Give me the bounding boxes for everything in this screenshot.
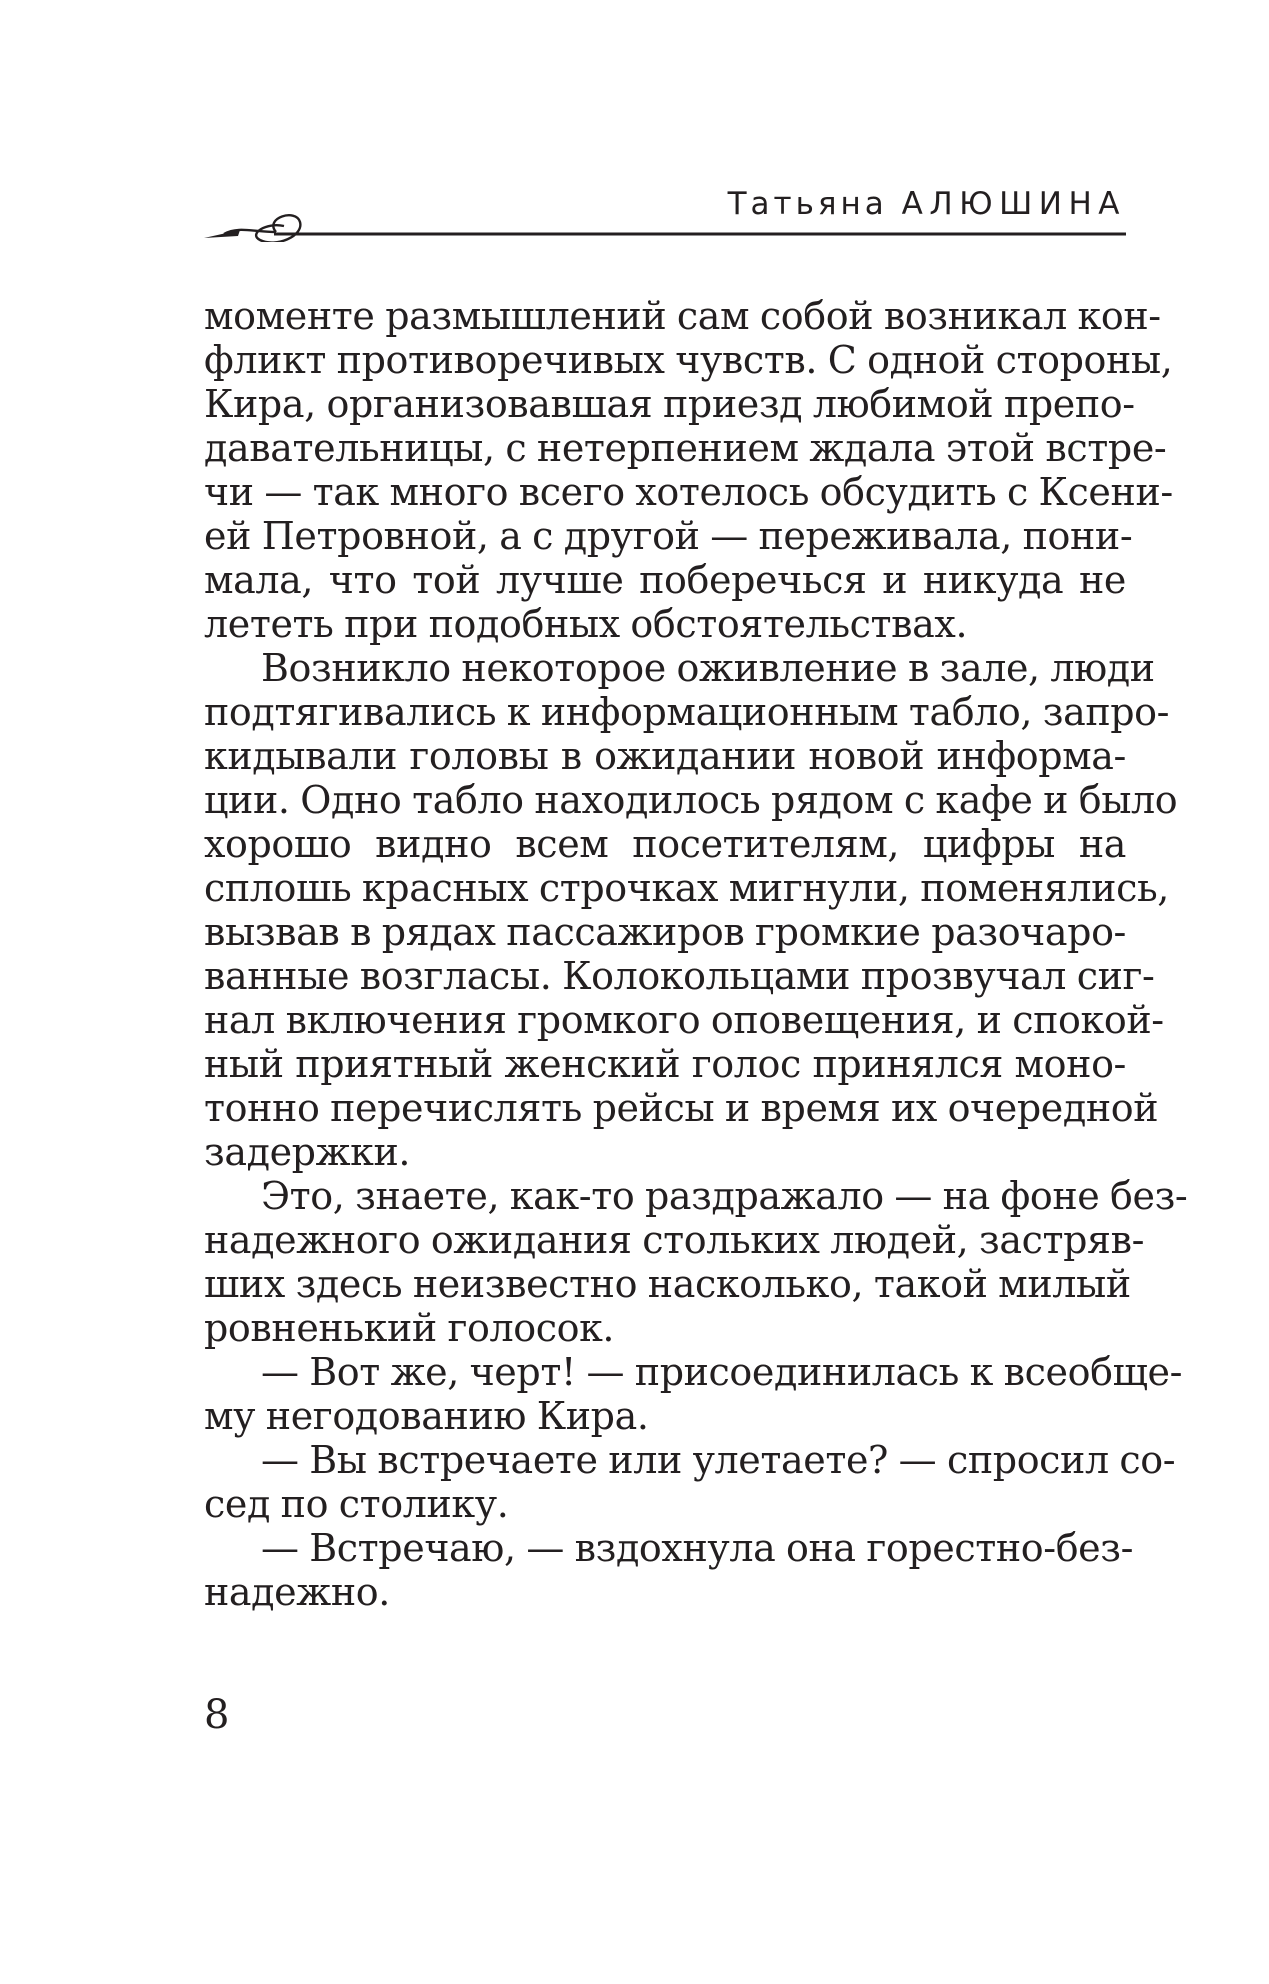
text-line: тонно перечислять рейсы и время их очередной	[204, 1086, 1159, 1130]
text-line: задержки.	[204, 1130, 411, 1174]
paragraph	[204, 1526, 1134, 1614]
text-line: хорошо видно всем посетителям, цифры на	[204, 822, 1126, 866]
text-line: кидывали головы в ожидании новой информа-	[204, 734, 1126, 778]
text-line: ный приятный женский голос принялся моно-	[204, 1042, 1126, 1086]
text-line: сед по столику.	[204, 1482, 509, 1526]
body-text	[204, 294, 1188, 1614]
text-line: лететь при подобных обстоятельствах.	[204, 602, 968, 646]
paragraph	[204, 1350, 1183, 1438]
text-line: Возникло некоторое оживление в зале, люди	[261, 646, 1155, 690]
text-line: ших здесь неизвестно насколько, такой милый	[204, 1262, 1131, 1306]
text-line: нал включения громкого оповещения, и спокой-	[204, 998, 1164, 1042]
text-line: ванные возгласы. Колокольцами прозвучал сиг-	[204, 954, 1155, 998]
paragraph	[204, 1438, 1176, 1526]
author-first-name: Татьяна	[727, 186, 888, 222]
text-line: давательницы, с нетерпением ждала этой встре-	[204, 426, 1167, 470]
text-line: Кира, организовавшая приезд любимой препо-	[204, 382, 1135, 426]
text-line: — Встречаю, — вздохнула она горестно-без-	[261, 1526, 1134, 1570]
text-line: ей Петровной, а с другой — переживала, пони-	[204, 514, 1133, 558]
text-line: ровненький голосок.	[204, 1306, 615, 1350]
text-line: му негодованию Кира.	[204, 1394, 649, 1438]
text-line: мала, что той лучше поберечься и никуда не	[204, 558, 1126, 602]
author-surname: АЛЮШИНА	[901, 186, 1126, 222]
text-line: чи — так много всего хотелось обсудить с Ксени-	[204, 470, 1173, 514]
running-head	[204, 186, 1126, 242]
text-line: вызвав в рядах пассажиров громкие разочаро-	[204, 910, 1126, 954]
text-line: сплошь красных строчках мигнули, поменялись,	[204, 866, 1169, 910]
text-line: — Вы встречаете или улетаете? — спросил со-	[261, 1438, 1176, 1482]
text-line: надежно.	[204, 1570, 390, 1614]
text-line: ции. Одно табло находилось рядом с кафе и было	[204, 778, 1178, 822]
text-line: моменте размышлений сам собой возникал кон-	[204, 294, 1161, 338]
paragraph	[204, 1174, 1188, 1350]
paragraph	[204, 294, 1173, 646]
text-line: — Вот же, черт! — присоединилась к всеобще-	[261, 1350, 1183, 1394]
text-line: надежного ожидания стольких людей, застряв-	[204, 1218, 1145, 1262]
author-name	[728, 186, 1126, 222]
paragraph	[204, 646, 1178, 1174]
text-line: подтягивались к информационным табло, запро-	[204, 690, 1170, 734]
text-line: Это, знаете, как-то раздражало — на фоне без-	[261, 1174, 1188, 1218]
page-number: 8	[204, 1692, 230, 1738]
text-line: фликт противоречивых чувств. С одной стороны,	[204, 338, 1173, 382]
